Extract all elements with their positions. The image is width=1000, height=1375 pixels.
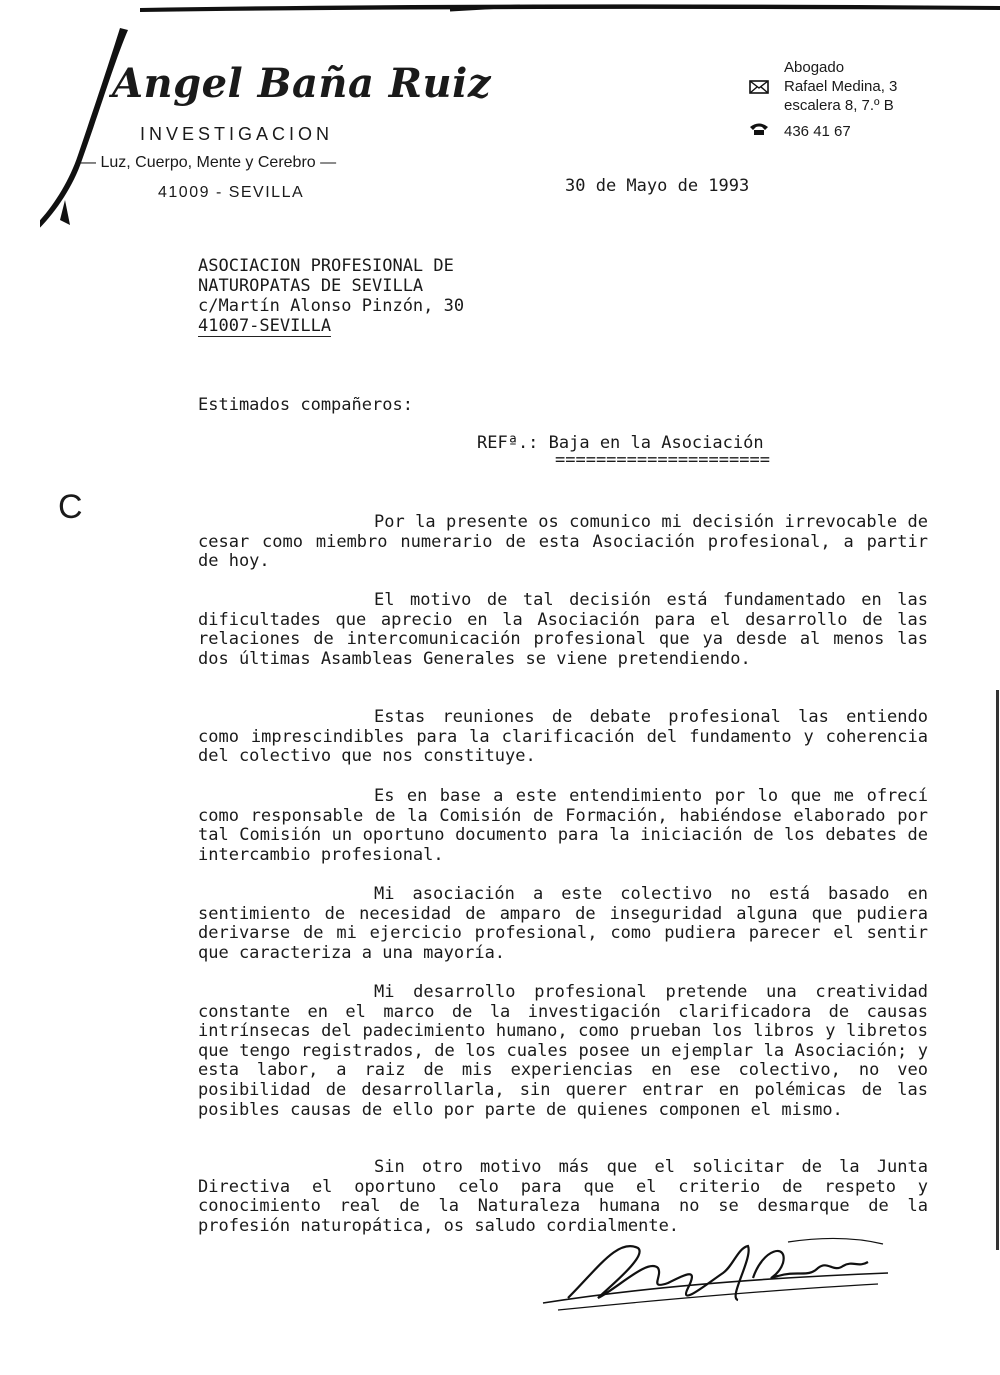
handwritten-signature [538, 1228, 898, 1318]
recipient-block [198, 256, 464, 336]
contact-profession: Abogado [784, 59, 845, 76]
letterhead-motto: — Luz, Cuerpo, Mente y Cerebro — [80, 154, 337, 171]
paragraph-4: Es en base a este entendimiento por lo que me ofrecí como responsable de la Comisión de Formación, habiéndose elaborado por tal Comisión un oportuno documento para la iniciación de los debates de intercambio profesional. [198, 786, 928, 865]
recipient-line: NATUROPATAS DE SEVILLA [198, 276, 424, 296]
contact-phone: 436 41 67 [784, 123, 851, 140]
envelope-icon [749, 80, 769, 94]
reference-underline: ===================== [555, 450, 770, 470]
recipient-line: ASOCIACION PROFESIONAL DE [198, 256, 454, 276]
paragraph-1: Por la presente os comunico mi decisión irrevocable de cesar como miembro numerario de esta Asociación profesional, a partir de hoy. [198, 512, 928, 572]
salutation: Estimados compañeros: [198, 395, 413, 415]
letterhead-swash [40, 20, 130, 250]
letterhead-name: Angel Baña Ruiz [112, 60, 492, 107]
contact-address-line1: Rafael Medina, 3 [784, 78, 898, 95]
paragraph-3: Estas reuniones de debate profesional las entiendo como imprescindibles para la clarificación del fundamento y coherencia del colectivo que nos constituye. [198, 707, 928, 767]
scan-top-edge [0, 0, 1000, 18]
scan-right-edge [996, 690, 999, 1250]
paragraph-5: Mi asociación a este colectivo no está basado en sentimiento de necesidad de amparo de inseguridad alguna que pudiera derivarse de mi ejercicio profesional, como pudiera parecer el sentir que caracteriza a una mayoría. [198, 884, 928, 963]
paragraph-6: Mi desarrollo profesional pretende una creatividad constante en el marco de la investigación clarificadora de causas intrínsecas del padecimiento humano, como prueban los libros y libretos que tengo registrados, de los cuales posee un ejemplar la Asociación; y esta labor, a raiz de mis experiencias en ese colectivo, no veo posibilidad de desarrollarla, sin querer entrar en polémicas de las posibles causas de ello por parte de quienes componen el mismo. [198, 982, 928, 1120]
recipient-line: c/Martín Alonso Pinzón, 30 [198, 296, 465, 316]
recipient-postal-city: 41007-SEVILLA [198, 316, 332, 336]
paragraph-2: El motivo de tal decisión está fundamentado en las dificultades que aprecio en la Asociación para el desarrollo de las relaciones de intercomunicación profesional que ya desde al menos las dos últimas Asambleas Generales se viene pretendiendo. [198, 590, 928, 669]
letter-date: 30 de Mayo de 1993 [565, 176, 750, 196]
letterhead-city: 41009 - SEVILLA [158, 184, 305, 201]
contact-address-line2: escalera 8, 7.º B [784, 97, 894, 114]
reference-line: REFª.: Baja en la Asociación [477, 433, 764, 453]
paragraph-7: Sin otro motivo más que el solicitar de la Junta Directiva el oportuno celo para que el criterio de respeto y conocimiento real de la Naturaleza humana no se desmarque de la profesión naturopática, os saludo cordialmente. [198, 1157, 928, 1236]
margin-mark: C [58, 488, 83, 526]
letterhead-subtitle: INVESTIGACION [140, 124, 334, 144]
telephone-icon [749, 122, 769, 136]
